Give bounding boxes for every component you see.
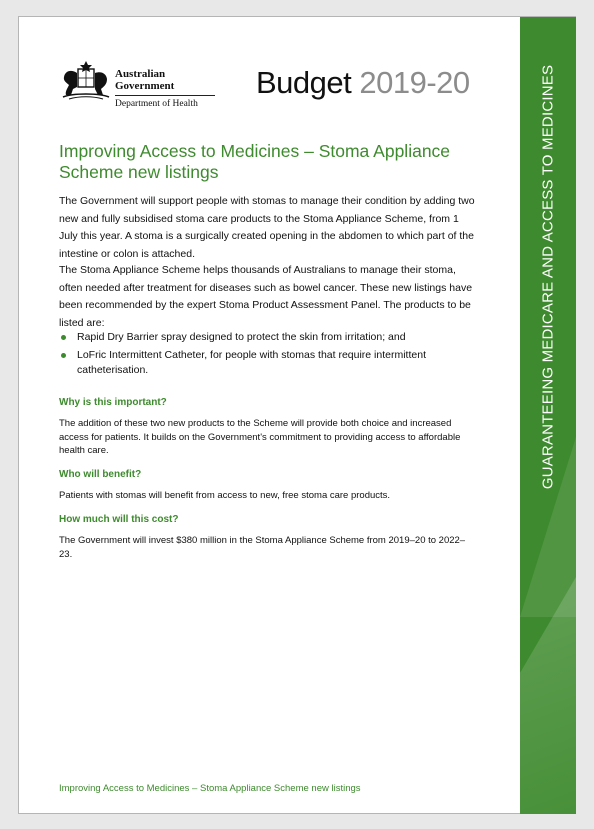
list-item — [59, 330, 489, 346]
theme-sidebar — [520, 17, 576, 814]
page-footer: Improving Access to Medicines – Stoma Appliance Scheme new listings — [59, 783, 361, 794]
budget-heading — [256, 66, 470, 100]
section-heading-who: Who will benefit? — [59, 469, 142, 480]
section-text-why: The addition of these two new products to the Scheme will provide both choice and increased access for patients. It builds on the Government's commitment to providing access to affordable health care. — [59, 418, 461, 456]
page-header — [59, 57, 479, 107]
section-heading-cost: How much will this cost? — [59, 514, 179, 525]
section-text-cost: The Government will invest $380 million in the Stoma Appliance Scheme from 2019–20 to 2022–23. — [59, 535, 466, 560]
budget-year: 2019-20 — [359, 65, 470, 100]
sidebar-theme-label: GUARANTEEING MEDICARE AND ACCESS TO MEDICINES — [539, 64, 557, 490]
government-name: Australian Government — [115, 68, 215, 96]
budget-word: Budget — [256, 65, 352, 100]
bullet-icon — [61, 353, 66, 358]
scheme-paragraph: The Stoma Appliance Scheme helps thousands of Australians to manage their stoma, often needed after treatment for diseases such as bowel cancer. These new listings have been recommended by the expert Stoma Product Assessment Panel. The products to be listed are: — [59, 264, 473, 329]
section-text-who: Patients with stomas will benefit from access to new, free stoma care products. — [59, 490, 391, 501]
section-heading-why: Why is this important? — [59, 397, 167, 408]
list-item — [59, 348, 489, 379]
page-title: Improving Access to Medicines – Stoma Appliance Scheme new listings — [59, 141, 451, 182]
product-list — [59, 330, 489, 381]
list-item-text: Rapid Dry Barrier spray designed to protect the skin from irritation; and — [77, 331, 406, 343]
government-logo-text — [115, 68, 215, 109]
list-item-text: LoFric Intermittent Catheter, for people with stomas that require intermittent catheterisation. — [77, 348, 426, 376]
bullet-icon — [61, 335, 66, 340]
department-name: Department of Health — [115, 99, 198, 109]
document-page — [18, 16, 576, 814]
coat-of-arms-icon — [59, 59, 113, 101]
intro-paragraph: The Government will support people with stomas to manage their condition by adding two new and fully subsidised stoma care products to the Stoma Appliance Scheme, from 1 July this year. A stoma is a surgically created opening in the abdomen to which part of the intestine or colon is attached. — [59, 195, 475, 260]
